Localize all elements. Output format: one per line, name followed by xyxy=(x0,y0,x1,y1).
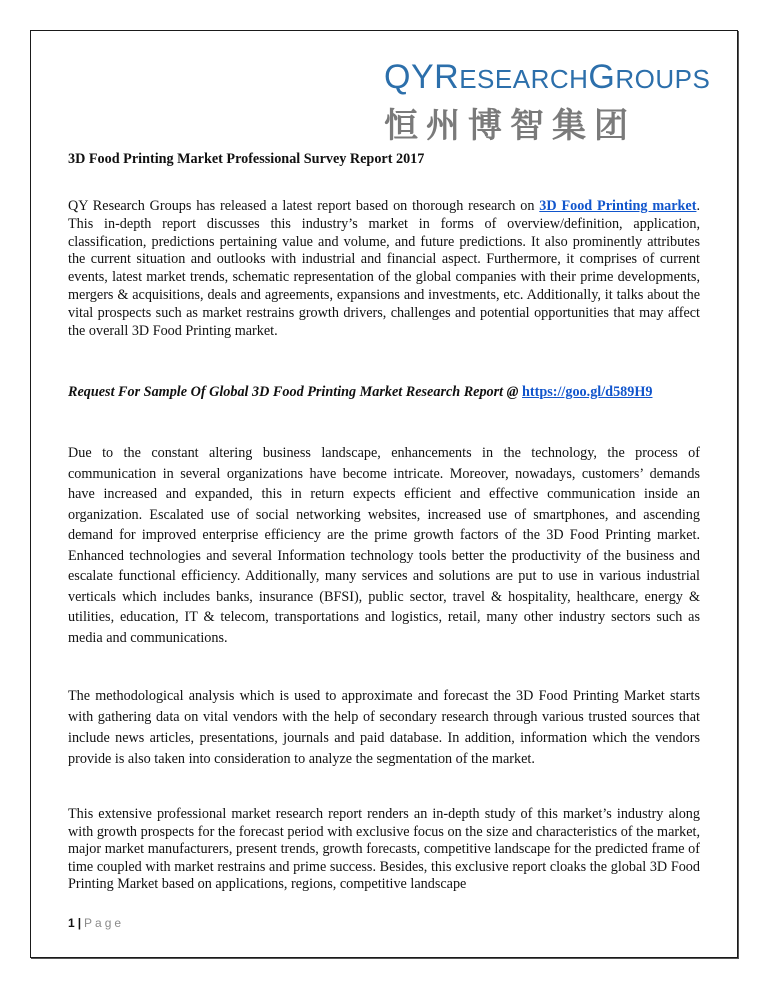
sample-request-line: Request For Sample Of Global 3D Food Printing Market Research Report @ https://goo.gl/d589H9 xyxy=(68,384,653,400)
page-label: Page xyxy=(84,916,125,930)
page-number: 1 xyxy=(68,916,75,930)
business-landscape-paragraph: Due to the constant altering business landscape, enhancements in the technology, the process of communication in several organizations have become intricate. Moreover, nowadays, customers’ demands have increased and expanded, this in return expects efficient and effective communication inside an organization. Escalated use of social networking websites, increased use of smartphones, and ascending demand for improved enterprise efficiency are the prime growth factors of the 3D Food Printing market. Enhanced technologies and several Information technology tools better the productivity of the business and escalate functional efficiency. Additionally, many services and solutions are put to use in various industrial verticals which includes banks, insurance (BFSI), public sector, travel & hospitality, healthcare, energy & utilities, education, IT & telecom, transportations and logistics, retail, many other industry sectors such as media and communications. xyxy=(68,445,700,646)
footer-separator: | xyxy=(77,916,82,930)
logo-chinese-text: 恒州博智集团 xyxy=(384,106,636,146)
company-logo xyxy=(384,58,714,146)
report-scope-paragraph: This extensive professional market research report renders an in-depth study of this market’s industry along with growth prospects for the forecast period with exclusive focus on the size and characteristics of the market, major market manufacturers, present trends, growth forecasts, competitive landscape for the predicted frame of time coupled with market restrains and prime success. Besides, this exclusive report cloaks the global 3D Food Printing Market based on applications, regions, competitive landscape xyxy=(68,806,700,893)
market-link[interactable]: 3D Food Printing market xyxy=(539,198,697,214)
page-footer xyxy=(68,916,124,930)
intro-paragraph: QY Research Groups has released a latest report based on thorough research on 3D Food Printing market. This in-depth report discusses this industry’s market in forms of overview/definition, application, classification, predictions pertaining value and volume, and future predictions. It also prominently attributes the current situation and outlooks with industrial and financial aspect. Furthermore, it comprises of current events, latest market trends, schematic representation of the global companies with their prime developments, mergers & acquisitions, deals and agreements, expansions and investments, etc. Additionally, it talks about the vital prospects such as market restrains growth drivers, challenges and potential opportunities that may affect the overall 3D Food Printing market. xyxy=(68,198,700,339)
document-title: 3D Food Printing Market Professional Survey Report 2017 xyxy=(68,151,425,167)
sample-request-link[interactable]: https://goo.gl/d589H9 xyxy=(522,384,653,400)
methodology-paragraph: The methodological analysis which is used to approximate and forecast the 3D Food Printing Market starts with gathering data on vital vendors with the help of secondary research through various trusted sources that include news articles, presentations, journals and paid database. In addition, information which the vendors provide is also taken into consideration to analyze the segmentation of the market. xyxy=(68,688,700,767)
logo-english-text: QYRESEARCHGROUPS xyxy=(384,58,711,96)
